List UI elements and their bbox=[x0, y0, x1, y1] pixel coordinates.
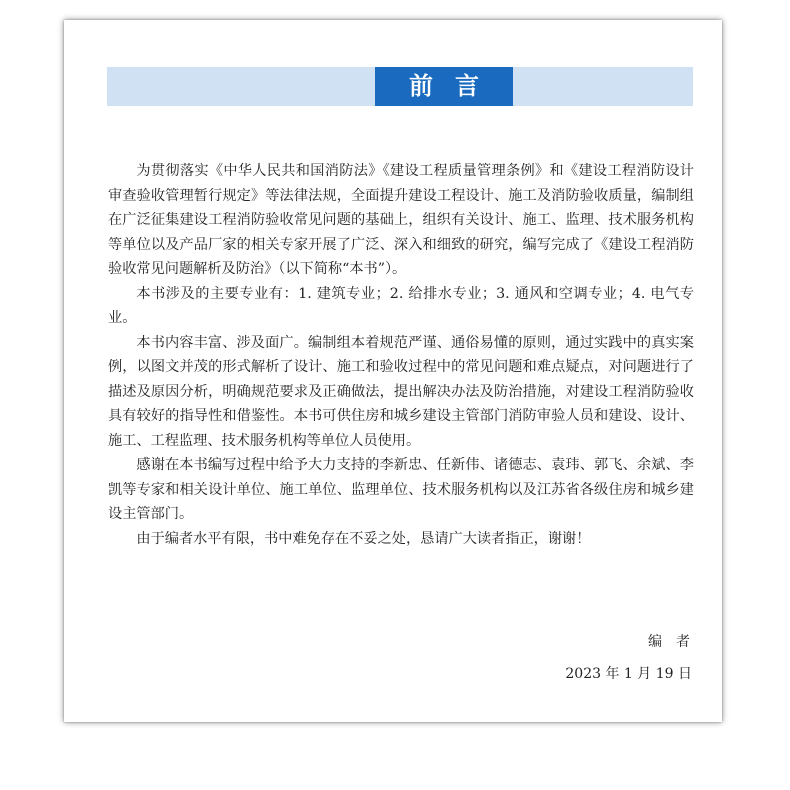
author-label: 编 者 bbox=[648, 634, 690, 650]
document-page bbox=[64, 20, 722, 722]
paragraph-1: 为贯彻落实《中华人民共和国消防法》《建设工程质量管理条例》和《建设工程消防设计审查验收管理暂行规定》等法律法规，全面提升建设工程设计、施工及消防验收质量，编制组在广泛征集建设工程消防验收常见问题的基础上，组织有关设计、施工、监理、技术服务机构等单位以及产品厂家的相关专家开展了广泛、深入和细致的研究，编写完成了《建设工程消防验收常见问题解析及防治》（以下简称“本书”）。 bbox=[108, 163, 694, 277]
date-label: 2023 年 1 月 19 日 bbox=[565, 666, 692, 682]
page-title: 前言 bbox=[375, 67, 513, 106]
paragraph-4: 感谢在本书编写过程中给予大力支持的李新忠、任新伟、诸德志、袁玮、郭飞、余斌、李凯等专家和相关设计单位、施工单位、监理单位、技术服务机构以及江苏省各级住房和城乡建设主管部门。 bbox=[108, 457, 694, 522]
signature-block bbox=[565, 632, 692, 684]
title-band bbox=[107, 67, 693, 106]
paragraph-2: 本书涉及的主要专业有：1. 建筑专业；2. 给排水专业；3. 通风和空调专业；4. 电气专业。 bbox=[108, 285, 694, 326]
paragraph-5: 由于编者水平有限，书中难免存在不妥之处，恳请广大读者指正，谢谢！ bbox=[136, 530, 591, 547]
paragraph-3: 本书内容丰富、涉及面广。编制组本着规范严谨、通俗易懂的原则，通过实践中的真实案例，以图文并茂的形式解析了设计、施工和验收过程中的常见问题和难点疑点，对问题进行了描述及原因分析，明确规范要求及正确做法，提出解决办法及防治措施，对建设工程消防验收具有较好的指导性和借鉴性。本书可供住房和城乡建设主管部门消防审验人员和建设、设计、施工、工程监理、技术服务机构等单位人员使用。 bbox=[108, 334, 694, 449]
preface-body bbox=[108, 159, 694, 551]
